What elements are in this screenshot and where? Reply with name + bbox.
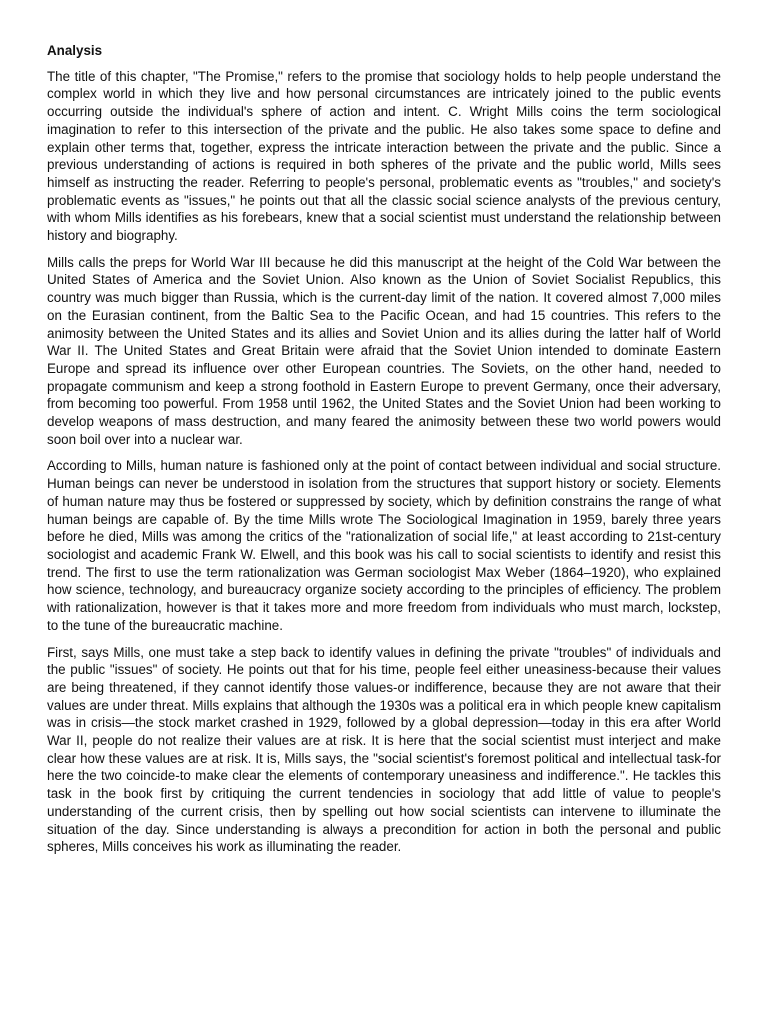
paragraph-4: First, says Mills, one must take a step back to identify values in defining the private "troubles" of individuals and the public "issues" of society. He points out that for his time, people feel either uneasiness-because their values are being threatened, if they cannot identify those values-or indifference, because they are not aware that their values are under threat. Mills explains that although the 1930s was a political era in which people knew capitalism was in crisis—the stock market crashed in 1929, followed by a global depression—today in this era after World War II, people do not realize their values are at risk. It is here that the social scientist must interject and make clear how these values are at risk. It is, Mills says, the "social scientist's foremost political and intellectual task-for here the two coincide-to make clear the elements of contemporary uneasiness and indifference.". He tackles this task in the book first by critiquing the current tendencies in sociology that add little of value to people's understanding of the current crisis, then by spelling out how social scientists can intervene to illuminate the situation of the day. Since understanding is always a precondition for action in both the personal and public spheres, Mills conceives his work as illuminating the reader. [47, 644, 721, 855]
paragraph-1: The title of this chapter, "The Promise," refers to the promise that sociology holds to help people understand the complex world in which they live and how personal circumstances are intricately joined to the public events occurring outside the individual's sphere of action and intent. C. Wright Mills coins the term sociological imagination to refer to this intersection of the private and the public. He also takes some space to define and explain other terms that, together, express the intricate interaction between the private and the public. Since a previous understanding of actions is required in both spheres of the private and the public world, Mills sees himself as instructing the reader. Referring to people's personal, problematic events as "troubles," and society's problematic events as "issues," he points out that all the classic social science analysts of the previous century, with whom Mills identifies as his forebears, knew that a social scientist must understand the relationship between history and biography. [47, 68, 721, 244]
document-page [47, 42, 721, 865]
section-heading: Analysis [47, 43, 103, 58]
paragraph-3: According to Mills, human nature is fashioned only at the point of contact between individual and social structure. Human beings can never be understood in isolation from the structures that support history or society. Elements of human nature may thus be fostered or suppressed by society, which by definition constrains the range of what human beings are capable of. By the time Mills wrote The Sociological Imagination in 1959, barely three years before he died, Mills was among the critics of the "rationalization of social life," at least according to 21st-century sociologist and academic Frank W. Elwell, and this book was his call to social scientists to identify and resist this trend. The first to use the term rationalization was German sociologist Max Weber (1864–1920), who explained how science, technology, and bureaucracy organize society according to the principles of efficiency. The problem with rationalization, however is that it takes more and more freedom from individuals who must march, lockstep, to the tune of the bureaucratic machine. [47, 458, 721, 633]
paragraph-2: Mills calls the preps for World War III because he did this manuscript at the height of the Cold War between the United States of America and the Soviet Union. Also known as the Union of Soviet Socialist Republics, this country was much bigger than Russia, which is the current-day limit of the nation. It covered almost 7,000 miles on the Eurasian continent, from the Baltic Sea to the Pacific Ocean, and had 15 countries. This refers to the animosity between the United States and its allies and Soviet Union and its allies during the latter half of World War II. The United States and Great Britain were afraid that the Soviet Union intended to dominate Eastern Europe and spread its influence over other European countries. The Soviets, on the other hand, needed to propagate communism and keep a strong foothold in Eastern Europe to prevent Germany, once their adversary, from becoming too powerful. From 1958 until 1962, the United States and the Soviet Union had been working to develop weapons of mass destruction, and many feared the animosity between these two world powers would soon boil over into a nuclear war. [47, 254, 721, 447]
